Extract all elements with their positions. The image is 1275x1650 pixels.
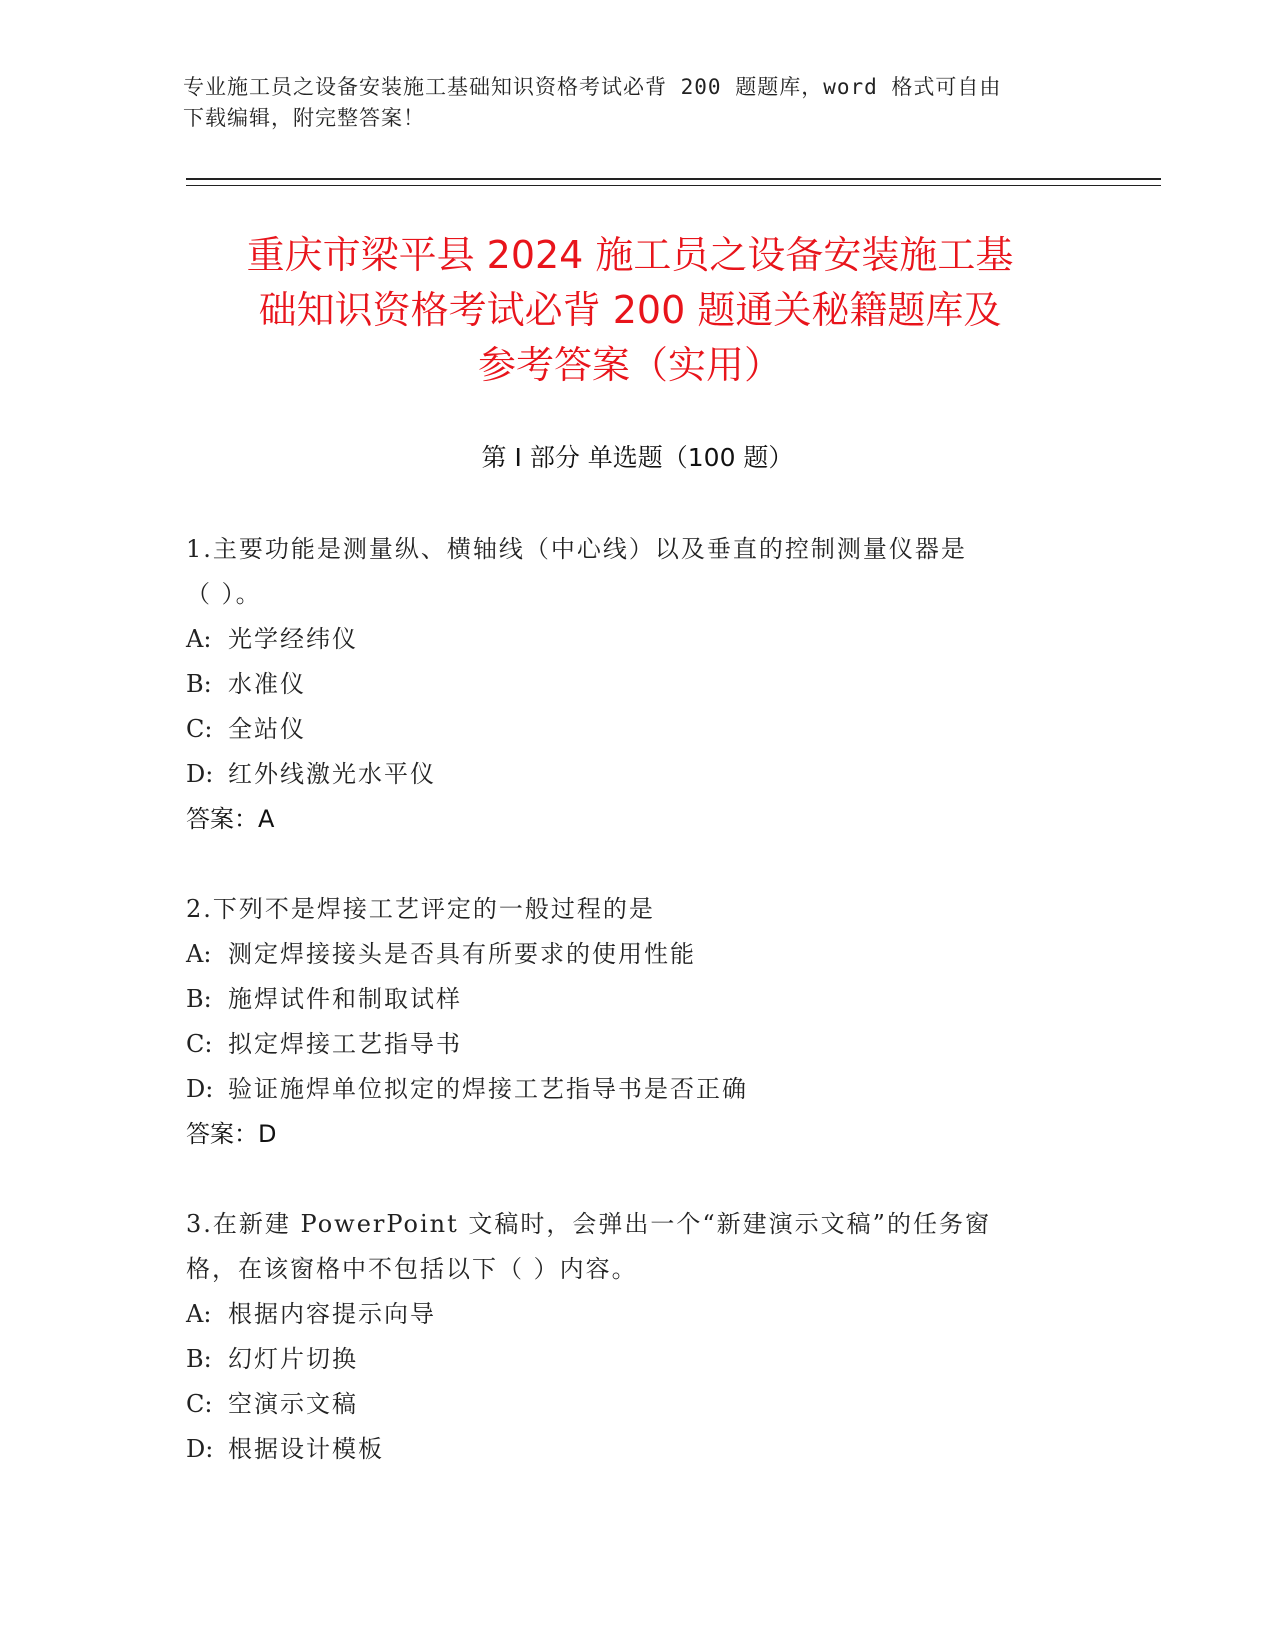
option-text: 施焊试件和制取试样 — [228, 985, 462, 1013]
question-2 — [186, 887, 1076, 1157]
question-list — [186, 527, 1076, 1517]
option-text: 全站仪 — [228, 715, 306, 743]
option-a — [186, 1292, 1076, 1337]
option-letter: A: — [186, 625, 212, 653]
option-letter: A: — [186, 940, 212, 968]
question-stem: 2.下列不是焊接工艺评定的一般过程的是 — [186, 895, 655, 923]
option-letter: A: — [186, 1300, 212, 1328]
option-b — [186, 1337, 1076, 1382]
header-divider-thick — [186, 178, 1161, 180]
option-text: 测定焊接接头是否具有所要求的使用性能 — [228, 940, 696, 968]
option-text: 红外线激光水平仪 — [228, 760, 436, 788]
option-letter: B: — [186, 985, 212, 1013]
option-letter: C: — [186, 715, 213, 743]
question-stem-continued: 格，在该窗格中不包括以下（ ）内容。 — [186, 1255, 638, 1283]
option-b — [186, 977, 1076, 1022]
document-title — [160, 228, 1100, 393]
option-letter: B: — [186, 670, 212, 698]
option-text: 光学经纬仪 — [228, 625, 358, 653]
option-letter: D: — [186, 760, 214, 788]
option-letter: C: — [186, 1030, 213, 1058]
option-b — [186, 662, 1076, 707]
question-1 — [186, 527, 1076, 842]
title-line1: 重庆市梁平县 2024 施工员之设备安装施工基 — [246, 233, 1014, 277]
title-line2: 础知识资格考试必背 200 题通关秘籍题库及 — [258, 288, 1002, 332]
question-stem: 1.主要功能是测量纵、横轴线（中心线）以及垂直的控制测量仪器是 — [186, 535, 967, 563]
section-title: 第 I 部分 单选题（100 题） — [481, 443, 794, 472]
option-c — [186, 1382, 1076, 1427]
header-note-line2: 下载编辑，附完整答案！ — [183, 106, 425, 130]
option-letter: D: — [186, 1435, 214, 1463]
option-a — [186, 617, 1076, 662]
option-letter: B: — [186, 1345, 212, 1373]
question-stem-continued: （ ）。 — [186, 580, 262, 608]
answer-label: 答案：A — [186, 805, 275, 833]
option-d — [186, 1427, 1076, 1472]
option-text: 幻灯片切换 — [228, 1345, 358, 1373]
option-letter: D: — [186, 1075, 214, 1103]
option-d — [186, 1067, 1076, 1112]
option-text: 空演示文稿 — [228, 1390, 358, 1418]
option-c — [186, 1022, 1076, 1067]
option-text: 根据设计模板 — [228, 1435, 384, 1463]
question-stem: 3.在新建 PowerPoint 文稿时，会弹出一个“新建演示文稿”的任务窗 — [186, 1210, 991, 1238]
option-text: 水准仪 — [228, 670, 306, 698]
option-text: 验证施焊单位拟定的焊接工艺指导书是否正确 — [228, 1075, 748, 1103]
answer-label: 答案：D — [186, 1120, 277, 1148]
option-text: 拟定焊接工艺指导书 — [228, 1030, 462, 1058]
header-note-line1: 专业施工员之设备安装施工基础知识资格考试必背 200 题题库，word 格式可自由 — [183, 75, 1002, 99]
option-text: 根据内容提示向导 — [228, 1300, 436, 1328]
header-divider-thin — [186, 185, 1161, 186]
option-c — [186, 707, 1076, 752]
title-line3: 参考答案（实用） — [477, 343, 782, 387]
question-3 — [186, 1202, 1076, 1472]
option-letter: C: — [186, 1390, 213, 1418]
option-d — [186, 752, 1076, 797]
option-a — [186, 932, 1076, 977]
header-note — [183, 72, 1063, 134]
